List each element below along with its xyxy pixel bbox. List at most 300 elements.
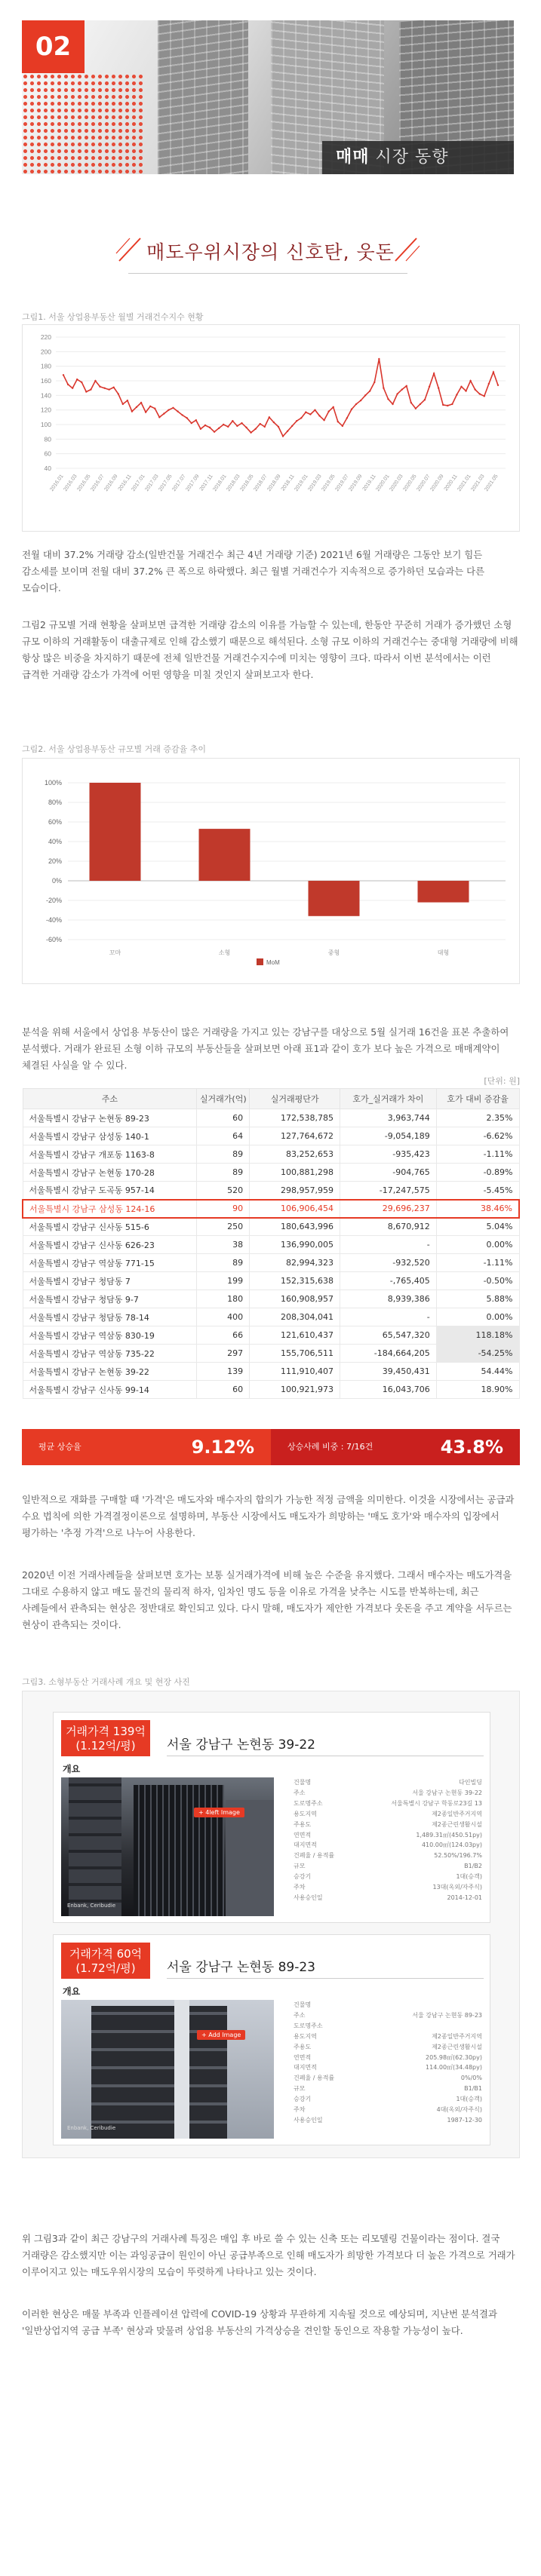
info-row — [294, 1820, 482, 1830]
table-cell: -932,520 — [340, 1254, 436, 1272]
property-address: 서울 강남구 논현동 89-23 — [167, 1960, 315, 1975]
info-key: 규모 — [294, 2085, 306, 2093]
info-row — [294, 2010, 482, 2021]
add-image-button[interactable]: + 4left Image — [194, 1808, 244, 1817]
table-row — [23, 1109, 519, 1127]
data-point — [420, 403, 421, 405]
x-tick-label: 2016.03 — [63, 474, 78, 492]
info-value: 4대(옥외/자주식) — [436, 2106, 482, 2114]
transactions-table — [22, 1088, 520, 1399]
info-row — [294, 1799, 482, 1809]
info-value: 410.00㎡(124.03py) — [421, 1842, 482, 1849]
section-number: 02 — [22, 20, 85, 73]
data-point — [163, 412, 164, 414]
data-point — [149, 406, 151, 407]
data-point — [273, 422, 275, 423]
info-key: 승강기 — [294, 2096, 312, 2103]
table-cell: -904,765 — [340, 1164, 436, 1182]
y-tick-label: -20% — [45, 897, 62, 904]
data-point — [186, 417, 188, 419]
table-row — [23, 1127, 519, 1145]
table-cell: 520 — [197, 1182, 250, 1200]
table-cell: 121,610,437 — [250, 1326, 340, 1345]
info-key: 건물명 — [294, 2001, 312, 2008]
table-cell: -1.11% — [436, 1145, 519, 1164]
info-row — [294, 1788, 482, 1799]
table-cell: 208,304,041 — [250, 1308, 340, 1326]
x-tick-label: 2017.07 — [171, 474, 187, 492]
table-cell: 297 — [197, 1345, 250, 1363]
table-cell: -6.62% — [436, 1127, 519, 1145]
info-row — [294, 2073, 482, 2084]
table-cell: 0.00% — [436, 1236, 519, 1254]
data-point — [67, 384, 69, 385]
data-point — [254, 428, 256, 430]
data-point — [112, 387, 114, 388]
table-row — [23, 1272, 519, 1290]
table-cell: 180,643,996 — [250, 1218, 340, 1236]
title-decoration-right-icon — [392, 235, 423, 264]
building-facade — [91, 2006, 227, 2139]
data-point — [497, 385, 499, 386]
bar-chart — [23, 759, 519, 983]
x-tick-label: 대형 — [437, 949, 450, 956]
dot-pattern — [22, 73, 143, 174]
data-point — [333, 406, 334, 408]
table-cell: 82,994,323 — [250, 1254, 340, 1272]
data-point — [209, 427, 211, 428]
info-key: 주소 — [294, 1789, 306, 1796]
info-row — [294, 1777, 482, 1788]
y-tick-label: 40 — [44, 465, 51, 472]
paragraph-1: 전월 대비 37.2% 거래량 감소(일반건물 거래건수 최근 4년 거래량 기준) 2021년 6월 거래량은 그동안 보기 힘든 감소세를 보이며 전월 대비 37.2% 큰 폭으로 하락했다. 최근 월별 거래건수가 지속적으로 증가하던 모습과는 다른 모습이다. — [22, 549, 485, 593]
info-value: B1/B2 — [464, 1863, 482, 1870]
info-key: 주소 — [294, 2011, 306, 2019]
data-point — [383, 387, 384, 388]
price-per-pyeong: (1.72억/평) — [75, 1961, 136, 1975]
paragraph-7: 이러한 현상은 매물 부족과 인플레이션 압력에 COVID-19 상황과 무관하게 지속될 것으로 예상되며, 지난번 분석결과 '일반상업지역 공급 부족' 현상과 맞물려 상업용 부동산의 가격상승을 견인할 동인으로 작용할 가능성이 높다. — [22, 2308, 497, 2336]
property-info-list — [294, 2000, 482, 2126]
table-cell: 8,670,912 — [340, 1218, 436, 1236]
price-badge — [61, 1720, 150, 1756]
info-row — [294, 1809, 482, 1820]
property-address: 서울 강남구 논현동 39-22 — [167, 1737, 315, 1753]
data-point — [108, 388, 109, 390]
x-tick-label: 2016.09 — [103, 474, 119, 492]
table-cell: 5.88% — [436, 1290, 519, 1308]
table-cell: 서울특별시 강남구 논현동 89-23 — [23, 1109, 197, 1127]
table-cell: -17,247,575 — [340, 1182, 436, 1200]
data-point — [465, 390, 466, 391]
info-row — [294, 2105, 482, 2115]
data-point — [90, 388, 91, 390]
paragraph-4: 일반적으로 재화를 구매할 때 '가격'은 매도자와 매수자의 합의가 가능한 적정 금액을 의미한다. 이것을 시장에서는 공급과 수요 법칙에 의한 가격결정이론으로 설명하며, 부동산 시장에서도 매도자가 희망하는 '매도 호가'와 매수자의 입장에서 평가하는 '추정 가격'으로 나누어 사용한다. — [22, 1494, 515, 1538]
info-row — [294, 1851, 482, 1861]
info-value: 서울 강남구 논현동 39-22 — [412, 1789, 482, 1796]
table-cell: 서울특별시 강남구 개포동 1163-8 — [23, 1145, 197, 1164]
y-tick-label: 160 — [40, 377, 51, 385]
table-cell: 83,252,653 — [250, 1145, 340, 1164]
building-photo — [61, 1777, 274, 1916]
divider — [167, 1978, 484, 1979]
table-cell: 152,315,638 — [250, 1272, 340, 1290]
info-key: 사용승인일 — [294, 2116, 323, 2124]
property-card — [53, 1934, 490, 2145]
data-point — [278, 426, 279, 428]
y-tick-label: 40% — [48, 838, 62, 845]
data-point — [103, 387, 105, 388]
table-cell: 서울특별시 강남구 역삼동 830-19 — [23, 1326, 197, 1345]
table-cell: 서울특별시 강남구 청담동 78-14 — [23, 1308, 197, 1326]
table-cell: 100,921,973 — [250, 1381, 340, 1399]
info-key: 연면적 — [294, 2053, 312, 2061]
data-point — [287, 431, 288, 432]
table-cell: 서울특별시 강남구 청담동 7 — [23, 1272, 197, 1290]
table-cell: 90 — [197, 1200, 250, 1218]
y-tick-label: 0% — [51, 877, 62, 885]
data-point — [296, 420, 297, 422]
data-point — [236, 425, 238, 427]
x-tick-label: 2017.03 — [144, 474, 160, 492]
table-cell: -1.11% — [436, 1254, 519, 1272]
data-point — [85, 391, 87, 392]
info-row — [294, 2000, 482, 2010]
table-row — [23, 1345, 519, 1363]
data-point — [474, 388, 475, 390]
data-point — [140, 402, 142, 403]
table-cell: 서울특별시 강남구 신사동 515-6 — [23, 1218, 197, 1236]
data-point — [410, 402, 412, 403]
table-header-row — [23, 1089, 519, 1109]
building-facade — [226, 1800, 274, 1916]
legend-swatch — [257, 958, 263, 965]
section-title-bold: 매매 — [336, 148, 370, 167]
data-point — [387, 398, 389, 400]
y-tick-label: 80 — [44, 435, 51, 443]
info-value: 1대(승객) — [456, 1873, 482, 1881]
table-cell: 54.44% — [436, 1363, 519, 1381]
table-cell: 18.90% — [436, 1381, 519, 1399]
data-point — [488, 383, 490, 385]
table-cell: 38.46% — [436, 1200, 519, 1218]
data-point — [260, 423, 261, 425]
data-point — [479, 393, 481, 394]
x-tick-label: 2018.07 — [253, 474, 269, 492]
column-header: 주소 — [23, 1089, 197, 1109]
table-cell: 64 — [197, 1127, 250, 1145]
table-cell: 서울특별시 강남구 삼성동 124-16 — [23, 1200, 197, 1218]
info-value: 1대(승객) — [456, 2096, 482, 2103]
info-key: 주용도 — [294, 2043, 312, 2050]
column-header: 실거래평단가 — [250, 1089, 340, 1109]
info-value: 제2종일반주거지역 — [432, 2032, 482, 2040]
info-row — [294, 2053, 482, 2063]
paragraph-2: 그림2 규모별 거래 현황을 살펴보면 급격한 거래량 감소의 이유를 가늠할 수 있는데, 한동안 꾸준히 거래가 증가했던 소형 규모 이하의 거래활동이 대출규제로 인해 감소했기 때문으로 해석된다. 소형 규모 이하의 거래건수는 중대형 거래량에 비해 항상 많은 비중을 차지하기 때문에 전체 일반건물 거래건수지수에 미치는 영향이 크다. 따라서 이번 분석에서는 이런 급격한 거래량 감소가 가격에 어떤 영향을 미칠 것인지 살펴보고자 한다. — [22, 619, 518, 680]
table-cell: 서울특별시 강남구 역삼동 771-15 — [23, 1254, 197, 1272]
x-tick-label: 꼬마 — [109, 949, 121, 956]
x-tick-label: 2020.07 — [416, 474, 432, 492]
info-key: 주차 — [294, 1884, 306, 1891]
x-tick-label: 중형 — [327, 949, 340, 956]
info-key: 대지면적 — [294, 1842, 317, 1849]
info-key: 용도지역 — [294, 1810, 317, 1817]
page-title: 매도우위시장의 신호탄, 웃돈 — [146, 241, 395, 263]
y-tick-label: 140 — [40, 391, 51, 400]
table-row — [23, 1218, 519, 1236]
x-tick-label: 2016.07 — [90, 474, 106, 492]
table-cell: 3,963,744 — [340, 1109, 436, 1127]
info-value: 114.00㎡(34.48py) — [426, 2064, 482, 2072]
info-row — [294, 2115, 482, 2126]
x-tick-label: 2021.03 — [470, 474, 486, 492]
table-row — [23, 1182, 519, 1200]
data-point — [364, 394, 366, 396]
paragraph-5: 2020년 이전 거래사례들을 살펴보면 호가는 보통 실거래가격에 비해 높은 수준을 유지했다. 그래서 매수자는 매도가격을 그대로 수용하지 않고 매도 물건의 물리적 하자, 임차인 명도 등을 이유로 가격을 낮추는 시도를 반복하는데, 최근 사례들에서 관측되는 현상은 정반대로 확인되고 있다. 다시 말해, 매도자가 제안한 가격보다 웃돈을 주고 계약을 서두르는 현상이 관측되는 것이다. — [22, 1569, 512, 1630]
data-point — [396, 393, 398, 394]
table-row — [23, 1381, 519, 1399]
x-tick-label: 2019.03 — [307, 474, 323, 492]
data-point — [305, 411, 306, 412]
info-value: 2014-12-01 — [447, 1894, 482, 1901]
table-cell: 400 — [197, 1308, 250, 1326]
data-point — [451, 403, 453, 405]
data-point — [136, 406, 137, 408]
add-image-button[interactable]: + Add Image — [197, 2030, 245, 2040]
data-point — [469, 380, 471, 382]
x-tick-label: 2019.05 — [321, 474, 337, 492]
table-cell: -,765,405 — [340, 1272, 436, 1290]
x-tick-label: 2020.11 — [443, 474, 459, 492]
data-point — [81, 382, 82, 383]
data-point — [415, 408, 417, 409]
price-per-pyeong: (1.12억/평) — [75, 1739, 136, 1753]
data-point — [493, 371, 494, 373]
data-point — [232, 420, 233, 422]
y-tick-label: 180 — [40, 362, 51, 370]
data-point — [424, 399, 426, 400]
x-tick-label: 2018.11 — [280, 474, 296, 492]
table-cell: 155,706,511 — [250, 1345, 340, 1363]
info-value: 다인빌딩 — [459, 1779, 482, 1786]
info-row — [294, 2062, 482, 2073]
data-point — [309, 413, 311, 415]
data-point — [442, 404, 444, 406]
data-point — [342, 425, 343, 427]
table-cell: 118.18% — [436, 1326, 519, 1345]
photo-credit: Enbank, Ceribudie — [67, 1903, 116, 1909]
stat-label: 평균 상승율 — [38, 1442, 81, 1452]
x-tick-label: 2019.11 — [361, 474, 377, 492]
data-point — [355, 403, 357, 405]
data-point — [401, 388, 402, 390]
table-cell: -0.50% — [436, 1272, 519, 1290]
info-value: 1987-12-30 — [447, 2116, 482, 2124]
x-tick-label: 2020.03 — [389, 474, 404, 492]
data-point — [122, 403, 124, 405]
table-cell: - — [340, 1308, 436, 1326]
overview-label: 개요 — [63, 1986, 81, 1997]
info-row — [294, 2042, 482, 2053]
bar — [199, 829, 251, 881]
info-value: B1/B1 — [464, 2085, 482, 2093]
info-key: 도로명주소 — [294, 2022, 323, 2029]
data-point — [72, 387, 73, 388]
data-point — [460, 386, 462, 388]
column-header: 호가 대비 증감율 — [436, 1089, 519, 1109]
y-tick-label: 120 — [40, 406, 51, 414]
photo-credit: Enbank, Ceribudie — [67, 2125, 116, 2131]
data-point — [154, 408, 155, 409]
title-underline — [128, 273, 407, 274]
data-point — [245, 427, 247, 428]
table-cell: 89 — [197, 1145, 250, 1164]
table-cell: 5.04% — [436, 1218, 519, 1236]
info-key: 규모 — [294, 1863, 306, 1870]
figure1-caption: 그림1. 서울 상업용부동산 월별 거래건수지수 현황 — [22, 312, 204, 322]
paragraph-3: 분석을 위해 서울에서 상업용 부동산이 많은 거래량을 가지고 있는 강남구를 대상으로 5월 실거래 16건을 표본 추출하여 분석했다. 거래가 완료된 소형 이하 규모의 부동산들을 살펴보면 아래 표1과 같이 호가 보다 높은 가격으로 매매계약이 체결된 사실을 알 수 있다. — [22, 1026, 509, 1071]
building-photo — [61, 2000, 274, 2139]
table-cell: 2.35% — [436, 1109, 519, 1127]
data-point — [314, 409, 315, 410]
y-tick-label: 20% — [48, 857, 62, 865]
data-point — [456, 394, 457, 395]
data-point — [191, 422, 192, 424]
column-header: 실거래가(억) — [197, 1089, 250, 1109]
building-graphic — [158, 20, 248, 174]
data-point — [241, 422, 242, 424]
stat-value: 9.12% — [191, 1437, 254, 1458]
stat-label: 상승사례 비중 : 7/16건 — [287, 1442, 373, 1452]
x-tick-label: 2018.03 — [226, 474, 241, 492]
info-row — [294, 1830, 482, 1841]
info-row — [294, 1861, 482, 1872]
building-facade — [134, 1785, 224, 1916]
info-value: 제2종근린생활시설 — [432, 2043, 482, 2050]
section-title-rest: 시장 동향 — [375, 148, 449, 167]
data-point — [406, 385, 407, 387]
table-cell: 0.00% — [436, 1308, 519, 1326]
table-row — [23, 1145, 519, 1164]
property-card — [53, 1712, 490, 1923]
data-point — [447, 405, 448, 406]
data-point — [204, 425, 206, 426]
data-point — [269, 416, 270, 418]
data-point — [373, 382, 375, 383]
figure1-frame — [22, 324, 520, 532]
info-row — [294, 1882, 482, 1893]
info-key: 도로명주소 — [294, 1799, 323, 1807]
table-cell: 66 — [197, 1326, 250, 1345]
table-cell: 180 — [197, 1290, 250, 1308]
paragraph-6: 위 그림3과 같이 최근 강남구의 거래사례 특징은 매입 후 바로 쓸 수 있는 신축 또는 리모델링 건물이라는 점이다. 결국 거래량은 감소했지만 이는 과잉공급이 원인이 아닌 공급부족으로 인해 매도자가 희망한 가격보다 더 높은 가격으로 거래가 이루어지고 있는 매도우위시장의 모습이 뚜렷하게 나타나고 있는 것이다. — [22, 2233, 515, 2277]
table-cell: 8,939,386 — [340, 1290, 436, 1308]
table-cell: 서울특별시 강남구 논현동 170-28 — [23, 1164, 197, 1182]
info-row — [294, 2032, 482, 2042]
x-tick-label: 2019.01 — [294, 474, 309, 492]
data-point — [227, 426, 229, 428]
data-point — [318, 415, 320, 416]
data-point — [214, 431, 215, 432]
table-cell: 서울특별시 강남구 도곡동 957-14 — [23, 1182, 197, 1200]
data-point — [438, 387, 439, 388]
table-row — [23, 1164, 519, 1182]
y-tick-label: 80% — [48, 799, 62, 806]
property-info-list — [294, 1777, 482, 1903]
y-tick-label: -40% — [45, 916, 62, 924]
info-value: 서울특별시 강남구 학동로23길 13 — [391, 1799, 482, 1807]
average-increase-stat — [22, 1429, 271, 1465]
x-tick-label: 2017.09 — [185, 474, 201, 492]
table-cell: 172,538,785 — [250, 1109, 340, 1127]
data-point — [63, 374, 64, 376]
data-point — [351, 409, 352, 410]
table-cell: 39,450,431 — [340, 1363, 436, 1381]
bar — [418, 881, 469, 903]
table-row — [23, 1308, 519, 1326]
table-cell: 29,696,237 — [340, 1200, 436, 1218]
table-cell: 136,990,005 — [250, 1236, 340, 1254]
x-tick-label: 2016.05 — [76, 474, 92, 492]
data-point — [223, 424, 224, 425]
data-point — [264, 426, 266, 428]
data-point — [177, 410, 178, 412]
price-label: 거래가격 139억 — [66, 1725, 146, 1738]
x-tick-label: 2018.05 — [239, 474, 255, 492]
info-key: 연면적 — [294, 1831, 312, 1838]
data-point — [76, 379, 78, 380]
hero-banner — [22, 20, 514, 174]
table-cell: -9,054,189 — [340, 1127, 436, 1145]
table-row — [23, 1254, 519, 1272]
data-point — [291, 425, 293, 427]
table-body — [23, 1109, 519, 1399]
data-point — [378, 358, 380, 360]
x-tick-label: 2016.11 — [117, 474, 133, 492]
info-value: 제2종일반주거지역 — [432, 1810, 482, 1817]
x-tick-label: 2018.01 — [212, 474, 228, 492]
data-point — [337, 421, 339, 422]
table-cell: 서울특별시 강남구 청담동 9-7 — [23, 1290, 197, 1308]
table-cell: 65,547,320 — [340, 1326, 436, 1345]
info-key: 사용승인일 — [294, 1894, 323, 1901]
data-point — [172, 407, 174, 409]
info-row — [294, 2094, 482, 2105]
table-row — [23, 1326, 519, 1345]
overview-label: 개요 — [63, 1764, 81, 1774]
data-point — [200, 428, 201, 430]
stat-value: 43.8% — [440, 1437, 503, 1458]
info-value: 0%/0% — [460, 2075, 482, 2082]
data-point — [484, 395, 485, 397]
info-key: 승강기 — [294, 1873, 312, 1881]
x-tick-label: 2020.01 — [375, 474, 391, 492]
data-point — [323, 419, 324, 421]
table-row — [23, 1200, 519, 1218]
table-cell: 106,906,454 — [250, 1200, 340, 1218]
y-tick-label: -60% — [45, 936, 62, 943]
table-cell: 서울특별시 강남구 신사동 626-23 — [23, 1236, 197, 1254]
info-key: 건폐율 / 용적률 — [294, 2075, 335, 2082]
table-cell: 89 — [197, 1164, 250, 1182]
figure2-caption: 그림2. 서울 상업용부동산 규모별 거래 증감율 추이 — [22, 744, 206, 754]
info-row — [294, 1872, 482, 1882]
data-point — [131, 410, 133, 412]
table-cell: -0.89% — [436, 1164, 519, 1182]
table-cell: 127,764,672 — [250, 1127, 340, 1145]
x-tick-label: 2017.05 — [158, 474, 174, 492]
table-cell: -184,664,205 — [340, 1345, 436, 1363]
building-column — [174, 2000, 189, 2139]
